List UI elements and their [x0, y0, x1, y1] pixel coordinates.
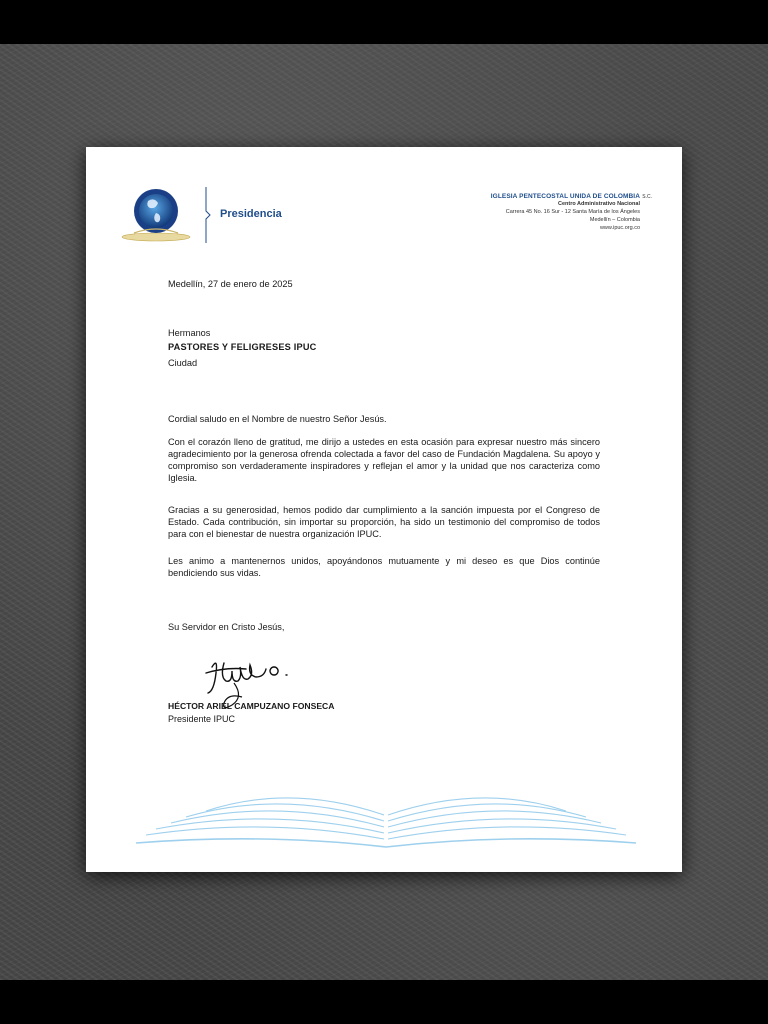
paragraph-3: Les animo a mantenernos unidos, apoyándonos mutuamente y mi deseo es que Dios continúe bendiciendo sus vidas.: [168, 556, 600, 578]
salutation: Cordial saludo en el Nombre de nuestro Señor Jesús.: [168, 414, 387, 424]
header-divider: [204, 187, 214, 243]
organization-info: [491, 193, 640, 232]
closing: Su Servidor en Cristo Jesús,: [168, 622, 285, 632]
addressee-line-3: Ciudad: [168, 358, 198, 368]
letter-sheet: [86, 147, 682, 872]
paragraph-1: Con el corazón lleno de gratitud, me dirijo a ustedes en esta ocasión para expresar nuestro más sincero agradecimiento por la generosa ofrenda colectada a favor del caso de Fundación Magdalena. Su apoyo y compromiso son verdaderamente inspiradores y reflejan el amor y la unidad que nos caracteriza como Iglesia.: [168, 437, 600, 483]
organization-mark: S.C.: [642, 194, 652, 200]
open-book-watermark-icon: [126, 777, 646, 849]
addressee-line-2: PASTORES Y FELIGRESES IPUC: [168, 342, 317, 352]
signer-title: Presidente IPUC: [168, 714, 236, 724]
addressee-line-1: Hermanos: [168, 328, 211, 338]
organization-subtitle: Centro Administrativo Nacional: [557, 201, 640, 207]
signer-name: HÉCTOR ARIEL CAMPUZANO FONSECA: [168, 701, 335, 711]
organization-name: IGLESIA PENTECOSTAL UNIDA DE COLOMBIA: [490, 193, 640, 200]
organization-city: Medellín – Colombia: [589, 217, 640, 223]
letter-date: Medellín, 27 de enero de 2025: [168, 279, 293, 289]
organization-address: Carrera 45 No. 16 Sur - 12 Santa María de los Ángeles: [505, 209, 640, 215]
ipuc-globe-logo-icon: [118, 187, 194, 245]
paragraph-2: Gracias a su generosidad, hemos podido dar cumplimiento a la sanción impuesta por el Congreso de Estado. Cada contribución, sin importar su proporción, ha sido un testimonio del compromiso de todos para con el bienestar de nuestra organización IPUC.: [168, 505, 600, 539]
organization-website: www.ipuc.org.co: [599, 225, 640, 231]
presidencia-label: Presidencia: [220, 208, 282, 220]
